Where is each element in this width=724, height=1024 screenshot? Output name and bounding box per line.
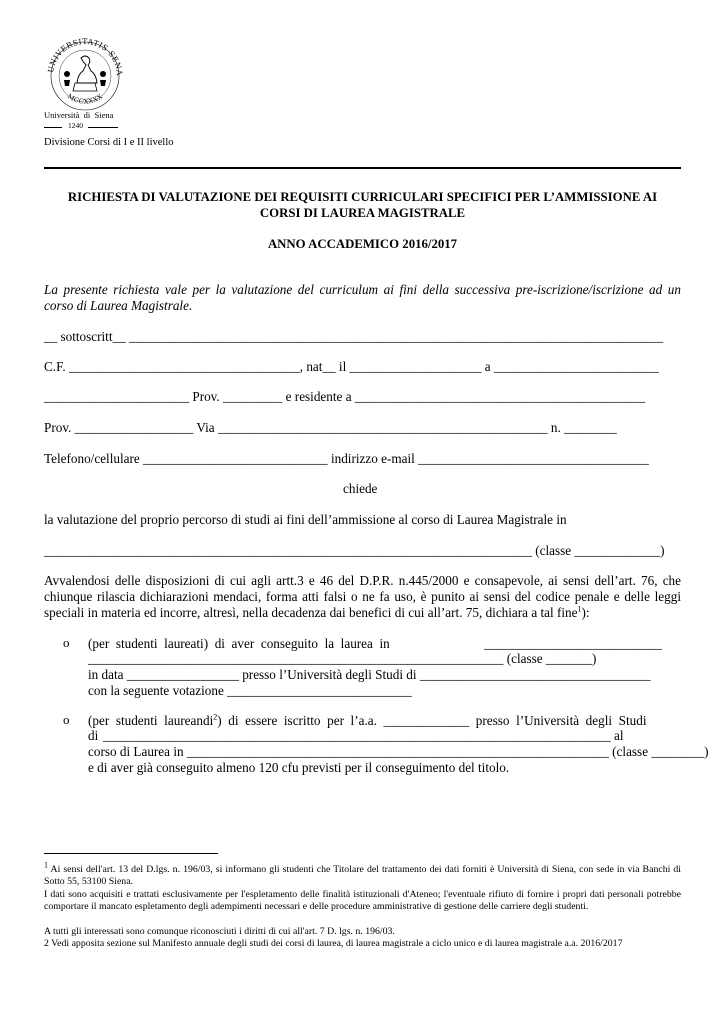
request-text: la valutazione del proprio percorso di studi ai fini dell’ammissione al corso di Laurea Magistrale in (44, 512, 567, 527)
option1-checkbox[interactable]: o (63, 635, 70, 650)
footnote-1: $^1$ Ai sensi dell'art. 13 del D.lgs. n. 196/03, si informano gli studenti che Titolare del trattamento dei dati forniti è Università di Siena, con sede in via Banchi di Sotto 55, 53100 Siena. (44, 860, 681, 887)
tax-code-birth-field[interactable]: C.F. ___________________________________, nat__ il ____________________ a _________________________ (44, 359, 659, 374)
option1-grade-field[interactable]: con la seguente votazione ____________________________ (88, 683, 412, 698)
svg-text:UNIVERSITATIS SENARUM: UNIVERSITATIS SENA (46, 36, 125, 77)
option2-di-label: di (88, 728, 99, 743)
option2-credits-text: e di aver già conseguito almeno 120 cfu previsti per il conseguimento del titolo. (88, 760, 510, 775)
course-class-field[interactable]: __________________________________________________________________________ (classe _____________) (44, 543, 665, 558)
intro-line2: corso di Laurea Magistrale. (44, 298, 193, 313)
declaration-line3: speciali in materia ed incorre, altresì, nella decadenza dai benefici di cui all’art. 75, dichiara a tal fine$^1$): (44, 604, 590, 620)
address-field[interactable]: Prov. __________________ Via __________________________________________________ n. ________ (44, 420, 617, 435)
option1-line1: (per studenti laureati) di aver conseguito la laurea in (88, 636, 390, 651)
footnote-1-data-use: I dati sono acquisiti e trattati esclusivamente per l'espletamento delle finalità istituzionali d'Ateneo; l'eventuale rifiuto di fornire i propri dati personali potrebbe comportare il mancato espletamento degli adempimenti necessari e delle procedure amministrative di gestione delle carriere degli studenti. (44, 889, 681, 912)
year-rule-left (44, 127, 62, 128)
footnote-rule (44, 853, 218, 854)
option2-checkbox[interactable]: o (63, 712, 70, 727)
chiede-label: chiede (343, 481, 378, 496)
undersigned-field[interactable]: __ sottoscritt__ _________________________________________________________________________________ (44, 329, 664, 344)
option1-class-field[interactable]: _______________________________________________________________ (classe _______) (88, 651, 597, 666)
academic-year: ANNO ACCADEMICO 2016/2017 (267, 237, 458, 251)
year-rule-right (88, 127, 118, 128)
svg-text:MCCXXXX: MCCXXXX (66, 92, 105, 106)
division-label: Divisione Corsi di I e II livello (44, 137, 174, 148)
option2-line1[interactable]: (per studenti laureandi$^2$) di essere iscritto per l’a.a. _____________ presso l’Università degli Studi (88, 712, 647, 728)
university-name: Università di Siena (44, 110, 114, 120)
document-title-line2: CORSI DI LAUREA MAGISTRALE (259, 206, 466, 220)
header-rule (44, 167, 681, 169)
declaration-line1: Avvalendosi delle disposizioni di cui agli artt.3 e 46 del D.P.R. n.445/2000 e consapevole, ai sensi dell’art. 76, che (44, 573, 681, 588)
footnote-1-rights: A tutti gli interessati sono comunque riconosciuti i diritti di cui all'art. 7 D. lgs. n. 196/03. (44, 926, 395, 937)
province-residence-field[interactable]: ______________________ Prov. _________ e residente a ____________________________________________ (44, 389, 645, 404)
university-seal (37, 36, 133, 115)
option2-university-field[interactable]: _____________________________________________________________________________ al (103, 728, 624, 743)
phone-email-field[interactable]: Telefono/cellulare ____________________________ indirizzo e-mail ___________________________________ (44, 451, 649, 466)
seal-icon (37, 36, 133, 112)
footnote-2: 2 Vedi apposita sezione sul Manifesto annuale degli studi dei corsi di laurea, di laurea magistrale a ciclo unico e di laurea magistrale a.a. 2016/2017 (44, 938, 623, 949)
option1-date-university-field[interactable]: in data _________________ presso l’Università degli Studi di ___________________________________ (88, 667, 651, 682)
option2-course-field[interactable]: corso di Laurea in ________________________________________________________________ (classe ________) (88, 744, 709, 759)
option1-degree-field[interactable]: ___________________________ (484, 636, 663, 651)
intro-line1: La presente richiesta vale per la valutazione del curriculum ai fini della successiva pre-iscrizione/iscrizione ad un (44, 282, 681, 297)
university-year: 1240 (68, 121, 83, 130)
declaration-line2: chiunque rilascia dichiarazioni mendaci, forma atti falsi o ne fa uso, è punito ai sensi del codice penale e delle leggi (44, 589, 681, 604)
document-title-line1: RICHIESTA DI VALUTAZIONE DEI REQUISITI CURRICULARI SPECIFICI PER L’AMMISSIONE AI (67, 190, 658, 204)
